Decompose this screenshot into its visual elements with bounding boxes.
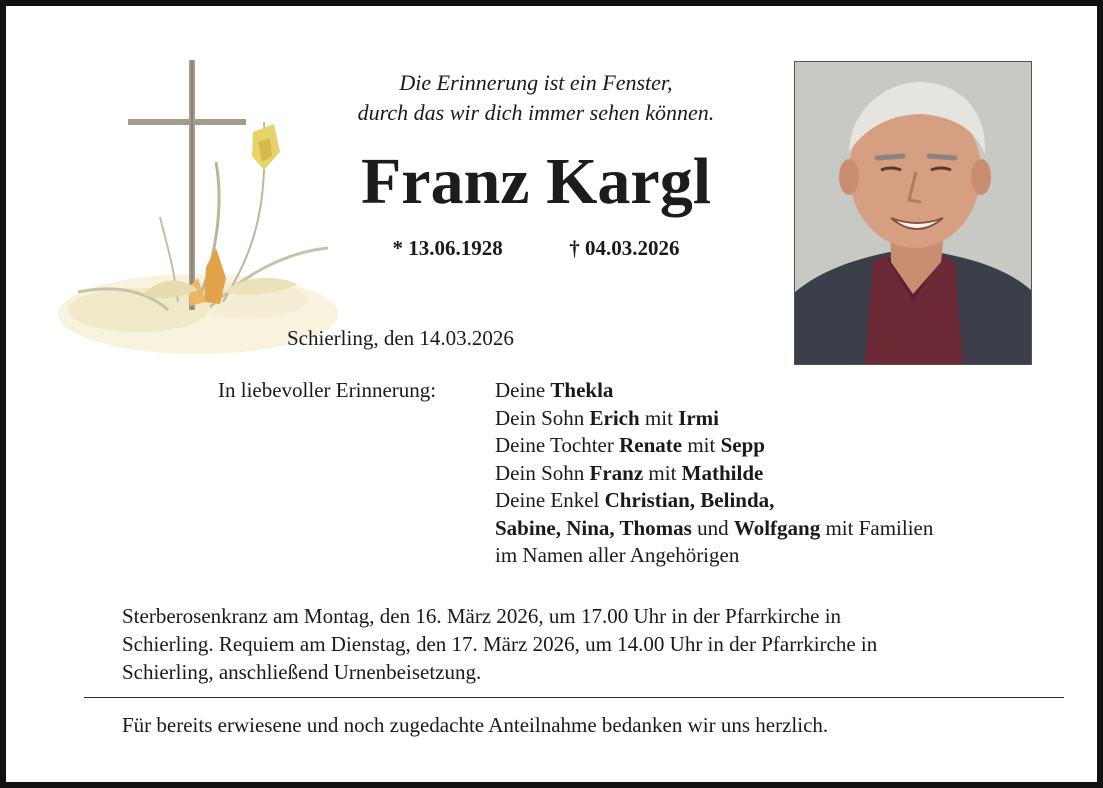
mourners-list <box>495 377 933 570</box>
mourner-text: mit <box>643 460 682 485</box>
portrait-photo <box>794 61 1032 365</box>
mourner-text: Deine <box>495 378 551 402</box>
mourner-text: mit <box>682 433 721 457</box>
mourner-text: Deine Tochter <box>495 433 620 457</box>
memory-label: In liebevoller Erinnerung: <box>218 378 437 402</box>
mourner-name: Renate <box>619 433 683 457</box>
mourner-name: Franz <box>589 460 644 485</box>
mourner-name: Irmi <box>678 405 720 430</box>
mourner-line <box>495 487 933 515</box>
mourner-text: mit Familien <box>820 515 934 540</box>
service-line-3: Schierling, anschließend Urnenbeisetzung. <box>122 660 482 684</box>
mourner-line <box>495 405 933 433</box>
place-and-date: Schierling, den 14.03.2026 <box>287 326 514 350</box>
mourner-name: Sepp <box>720 433 765 457</box>
mourner-line <box>495 460 933 488</box>
deceased-name: Franz Kargl <box>360 145 712 218</box>
mourner-name: Erich <box>589 405 640 430</box>
mourner-text: Deine Enkel <box>495 488 605 512</box>
mourner-text: und <box>691 515 734 540</box>
mourner-name: Mathilde <box>681 460 764 485</box>
mourner-line <box>495 377 933 405</box>
thanks-note: Für bereits erwiesene und noch zugedachte Anteilnahme bedanken wir uns herzlich. <box>122 713 829 737</box>
quote-line-2: durch das wir dich immer sehen können. <box>357 100 715 125</box>
mourner-name: Thekla <box>550 378 614 402</box>
mourner-line <box>495 432 933 460</box>
mourner-text: mit <box>639 405 679 430</box>
mourner-name: Wolfgang <box>733 515 821 540</box>
service-details <box>122 602 1052 686</box>
mourner-name: Sabine, Nina, Thomas <box>495 515 692 540</box>
mourner-line <box>495 542 933 570</box>
service-line-1: Sterberosenkranz am Montag, den 16. März 2026, um 17.00 Uhr in der Pfarrkirche in <box>122 604 842 628</box>
mourner-text: Dein Sohn <box>495 460 590 485</box>
death-date: † 04.03.2026 <box>569 236 680 260</box>
mourner-text: Dein Sohn <box>495 405 590 430</box>
mourner-line <box>495 515 933 543</box>
divider <box>84 697 1064 698</box>
life-dates <box>306 234 766 262</box>
quote-line-1: Die Erinnerung ist ein Fenster, <box>399 70 673 95</box>
birth-date: * 13.06.1928 <box>392 236 503 260</box>
memorial-quote <box>306 68 766 128</box>
service-line-2: Schierling. Requiem am Dienstag, den 17. März 2026, um 14.00 Uhr in der Pfarrkirche in <box>122 632 878 656</box>
mourner-name: Christian, Belinda, <box>604 488 775 512</box>
portrait-icon <box>795 62 1031 364</box>
mourner-text: im Namen aller Angehörigen <box>495 543 740 567</box>
